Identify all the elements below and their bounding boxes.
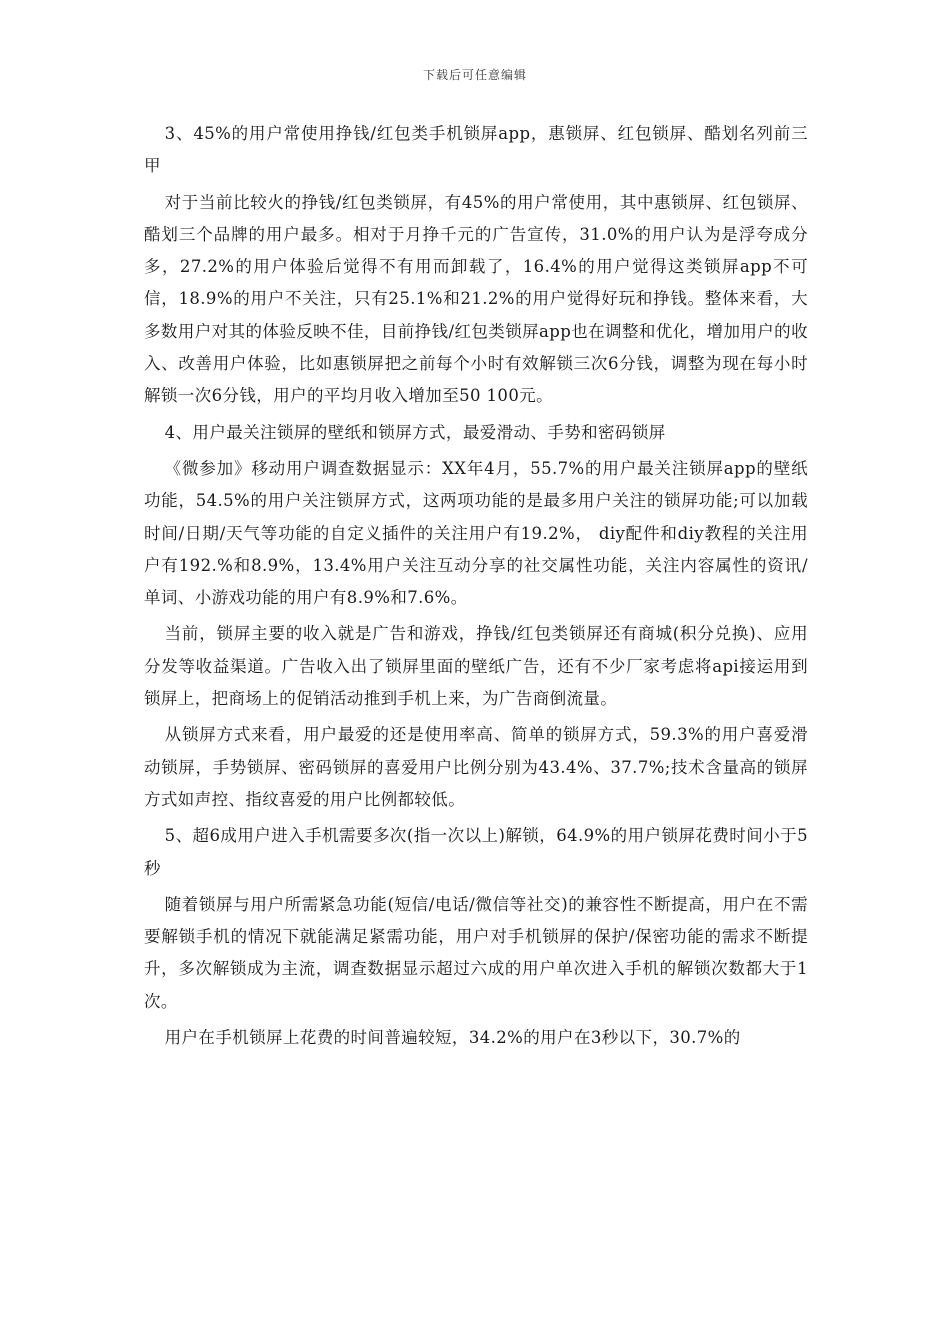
- section-heading-4: 4、用户最关注锁屏的壁纸和锁屏方式，最爱滑动、手势和密码锁屏: [164, 422, 666, 442]
- document-body: [144, 118, 808, 1058]
- paragraph: 当前，锁屏主要的收入就是广告和游戏，挣钱/红包类锁屏还有商城(积分兑换)、应用分发等收益渠道。广告收入出了锁屏里面的壁纸广告，还有不少厂家考虑将api接运用到锁屏上，把商场上的促销活动推到手机上来，为广告商倒流量。: [144, 624, 808, 709]
- section-heading-5: 5、超6成用户进入手机需要多次(指一次以上)解锁，64.9%的用户锁屏花费时间小于5秒: [144, 826, 808, 878]
- paragraph: 对于当前比较火的挣钱/红包类锁屏，有45%的用户常使用，其中惠锁屏、红包锁屏、酷划三个品牌的用户最多。相对于月挣千元的广告宣传，31.0%的用户认为是浮夸成分多，27.2%的用户体验后觉得不有用而卸载了，16.4%的用户觉得这类锁屏app不可信，18.9%的用户不关注，只有25.1%和21.2%的用户觉得好玩和挣钱。整体来看，大多数用户对其的体验反映不佳，目前挣钱/红包类锁屏app也在调整和优化，增加用户的收入、改善用户体验，比如惠锁屏把之前每个小时有效解锁三次6分钱，调整为现在每小时解锁一次6分钱，用户的平均月收入增加至50 100元。: [144, 192, 808, 406]
- section-heading-3: 3、45%的用户常使用挣钱/红包类手机锁屏app，惠锁屏、红包锁屏、酷划名列前三甲: [144, 124, 808, 176]
- page-header-note: 下载后可任意编辑: [422, 68, 527, 82]
- paragraph: 随着锁屏与用户所需紧急功能(短信/电话/微信等社交)的兼容性不断提高，用户在不需要解锁手机的情况下就能满足紧需功能，用户对手机锁屏的保护/保密功能的需求不断提升，多次解锁成为主流，调查数据显示超过六成的用户单次进入手机的解锁次数都大于1次。: [144, 894, 808, 1011]
- paragraph: 用户在手机锁屏上花费的时间普遍较短，34.2%的用户在3秒以下，30.7%的: [164, 1028, 741, 1048]
- paragraph: 《微参加》移动用户调查数据显示：XX年4月，55.7%的用户最关注锁屏app的壁纸功能，54.5%的用户关注锁屏方式，这两项功能的是最多用户关注的锁屏功能;可以加载时间/日期/天气等功能的自定义插件的关注用户有19.2%， diy配件和diy教程的关注用户有192.%和8.9%，13.4%用户关注互动分享的社交属性功能，关注内容属性的资讯/单词、小游戏功能的用户有8.9%和7.6%。: [144, 458, 808, 608]
- paragraph: 从锁屏方式来看，用户最爱的还是使用率高、简单的锁屏方式，59.3%的用户喜爱滑动锁屏，手势锁屏、密码锁屏的喜爱用户比例分别为43.4%、37.7%;技术含量高的锁屏方式如声控、指纹喜爱的用户比例都较低。: [144, 725, 808, 809]
